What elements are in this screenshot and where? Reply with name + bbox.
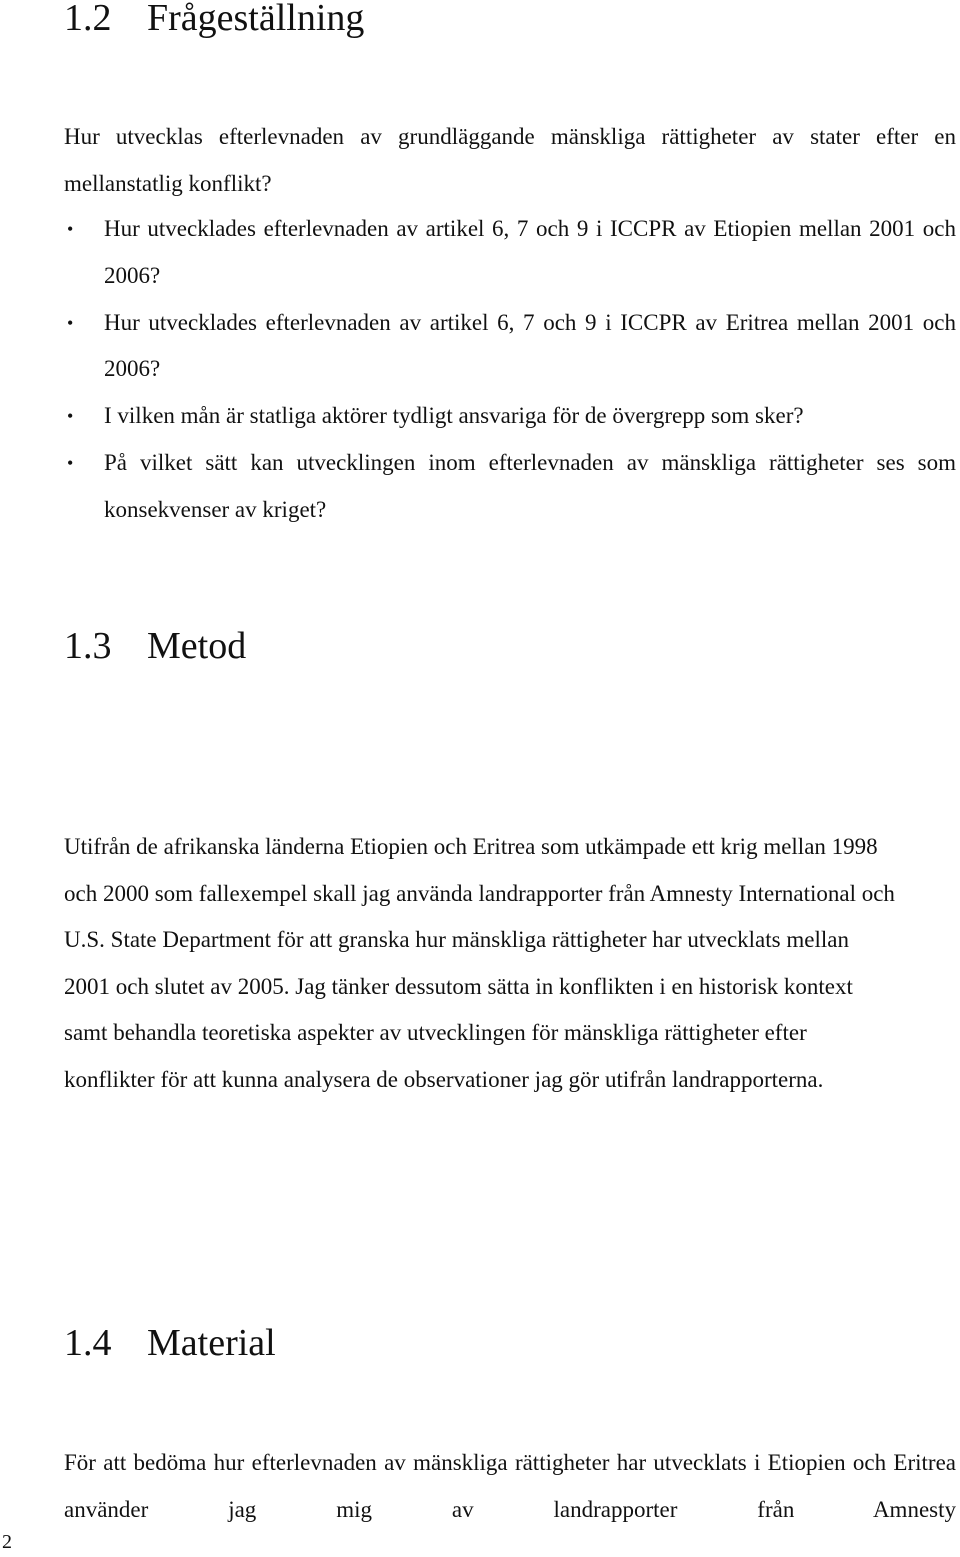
list-item-text: I vilken mån är statliga aktörer tydligt ansvariga för de övergrepp som sker?	[104, 403, 804, 429]
list-item	[64, 300, 956, 394]
bullet-icon: •	[67, 219, 74, 239]
material-paragraph: För att bedöma hur efterlevnaden av mänskliga rättigheter har utvecklats i Etiopien och Eritrea använder jag mig av landrapporter från Amnesty	[64, 1450, 956, 1522]
bullet-icon: •	[67, 452, 74, 473]
list-item-text: Hur utvecklades efterlevnaden av artikel 6, 7 och 9 i ICCPR av Etiopien mellan 2001 och 2006?	[104, 216, 956, 288]
page-number: 2	[2, 1531, 12, 1553]
bullet-icon: •	[67, 312, 74, 333]
section-number: 1.3	[64, 625, 112, 667]
section-heading-metod	[64, 624, 246, 668]
list-item	[64, 393, 956, 440]
list-item	[64, 440, 956, 534]
question-list	[64, 206, 956, 534]
section-title: Metod	[147, 625, 247, 667]
list-item-text: Hur utvecklades efterlevnaden av artikel 6, 7 och 9 i ICCPR av Eritrea mellan 2001 och 2006?	[104, 309, 956, 382]
list-item-text: På vilket sätt kan utvecklingen inom efterlevnaden av mänskliga rättigheter ses som konsekvenser av kriget?	[104, 449, 956, 522]
section-number: 1.2	[64, 0, 112, 39]
section-title: Material	[147, 1322, 276, 1364]
section-number: 1.4	[64, 1322, 112, 1364]
section-title: Frågeställning	[147, 0, 365, 39]
method-paragraph: Utifrån de afrikanska länderna Etiopien och Eritrea som utkämpade ett krig mellan 1998 och 2000 som fallexempel skall jag använda landrapporter från Amnesty International och U.S. State Department för att granska hur mänskliga rättigheter har utvecklats mellan 2001 och slutet av 2005. Jag tänker dessutom sätta in konflikten i en historisk kontext samt behandla teoretiska aspekter av utvecklingen för mänskliga rättigheter efter konflikter för att kunna analysera de observationer jag gör utifrån landrapporterna.	[64, 834, 895, 1092]
intro-paragraph: Hur utvecklas efterlevnaden av grundläggande mänskliga rättigheter av stater efter en mellanstatlig konflikt?	[64, 124, 956, 196]
list-item	[64, 206, 956, 300]
section-heading-fragestallning	[64, 0, 364, 40]
section-heading-material	[64, 1321, 276, 1365]
bullet-icon: •	[67, 406, 74, 427]
